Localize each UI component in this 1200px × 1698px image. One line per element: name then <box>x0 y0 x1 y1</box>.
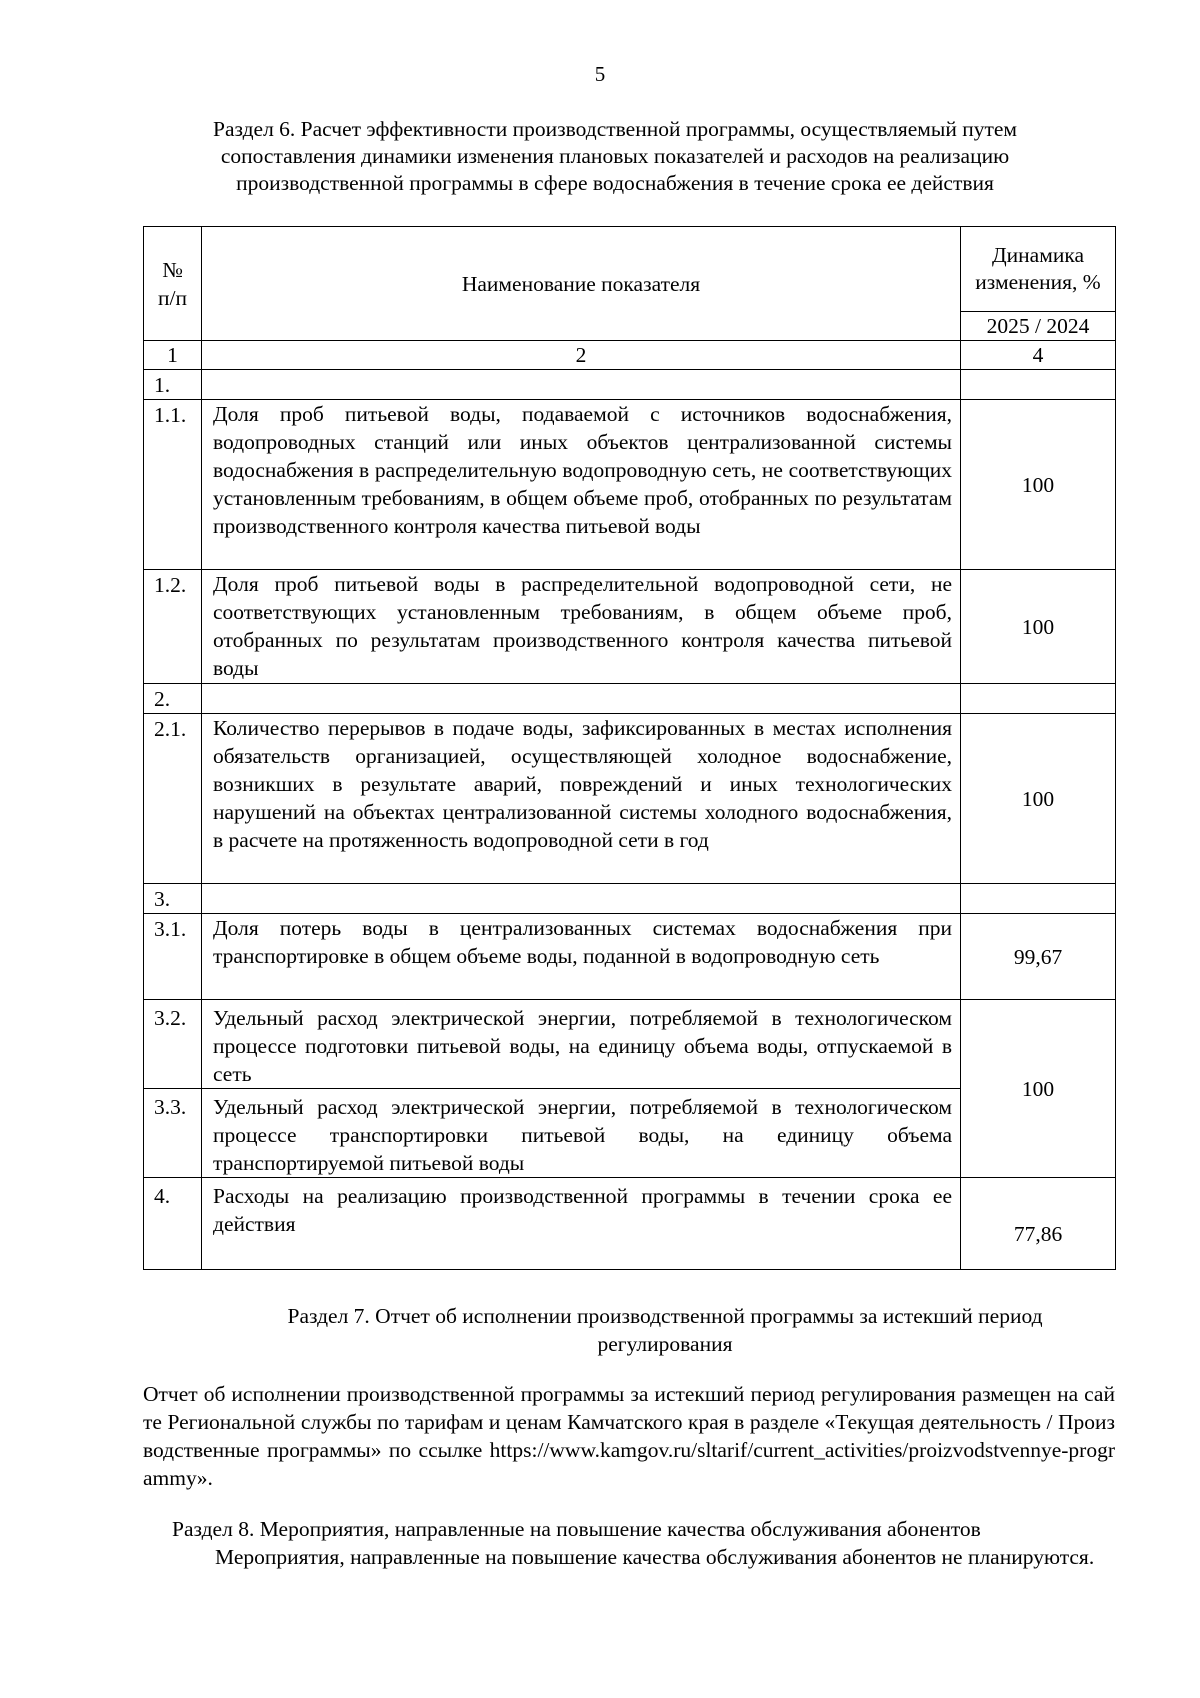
section-6-title-line: производственной программы в сфере водоснабжения в течение срока ее действия <box>236 171 994 195</box>
column-number: 2 <box>202 341 961 370</box>
row-num: 3.3. <box>144 1089 202 1178</box>
table-row <box>144 570 1116 684</box>
row-value: 77,86 <box>961 1178 1116 1270</box>
row-value: 99,67 <box>961 914 1116 1000</box>
row-num: 3.2. <box>144 1000 202 1089</box>
row-text: Количество перерывов в подаче воды, зафиксированных в местах исполнения обязательств организацией, осуществляющей холодное водоснабжение, возникших в результате аварий, повреждений и иных технологических нарушений на объектах централизованной системы холодного водоснабжения, в расчете на протяженность водопроводной сети в год <box>202 714 961 884</box>
table-row <box>144 1000 1116 1089</box>
row-text <box>202 684 961 714</box>
row-num: 3.1. <box>144 914 202 1000</box>
table-row <box>144 370 1116 400</box>
section-6-title-line: сопоставления динамики изменения плановых показателей и расходов на реализацию <box>220 144 1010 168</box>
section-6-title <box>150 116 1080 197</box>
table-row <box>144 714 1116 884</box>
header-name: Наименование показателя <box>202 227 961 341</box>
row-value: 100 <box>961 400 1116 570</box>
row-text: Доля проб питьевой воды в распределительной водопроводной сети, не соответствующих установленным требованиям, в общем объеме проб, отобранных по результатам производственного контроля качества питьевой воды <box>202 570 961 684</box>
section-7-text: Отчет об исполнении производственной программы за истекший период регулирования размещен на сайте Региональной службы по тарифам и ценам Камчатского края в разделе «Текущая деятельность / Производственные программы» по ссылке https://www.kamgov.ru/sltarif/current_activities/proizvodstvennye-programmy». <box>143 1382 1115 1490</box>
row-num: 4. <box>144 1178 202 1270</box>
header-dynamics: Динамика изменения, % <box>961 227 1116 312</box>
row-text: Удельный расход электрической энергии, потребляемой в технологическом процессе транспортировки питьевой воды, на единицу объема транспортируемой питьевой воды <box>202 1089 961 1178</box>
table-row <box>144 884 1116 914</box>
row-value: 100 <box>961 570 1116 684</box>
row-text: Удельный расход электрической энергии, потребляемой в технологическом процессе подготовки питьевой воды, на единицу объема воды, отпускаемой в сеть <box>202 1000 961 1089</box>
table-row <box>144 914 1116 1000</box>
row-text <box>202 884 961 914</box>
section-6-title-line: Раздел 6. Расчет эффективности производственной программы, осуществляемый путем <box>212 117 1017 141</box>
table-row <box>144 400 1116 570</box>
row-num: 2. <box>144 684 202 714</box>
row-num: 1.2. <box>144 570 202 684</box>
row-value <box>961 370 1116 400</box>
row-text: Доля потерь воды в централизованных системах водоснабжения при транспортировке в общем объеме воды, поданной в водопроводную сеть <box>202 914 961 1000</box>
row-num: 2.1. <box>144 714 202 884</box>
table-header-row <box>144 227 1116 312</box>
column-number-row <box>144 341 1116 370</box>
row-text: Доля проб питьевой воды, подаваемой с источников водоснабжения, водопроводных станций или иных объектов централизованной системы водоснабжения в распределительную водопроводную сеть, не соответствующих установленным требованиям, в общем объеме проб, отобранных по результатам производственного контроля качества питьевой воды <box>202 400 961 570</box>
row-text: Расходы на реализацию производственной программы в течении срока ее действия <box>202 1178 961 1270</box>
column-number: 4 <box>961 341 1116 370</box>
row-value: 100 <box>961 714 1116 884</box>
row-text <box>202 370 961 400</box>
column-number: 1 <box>144 341 202 370</box>
section-8-title: Раздел 8. Мероприятия, направленные на повышение качества обслуживания абонентов <box>172 1517 981 1541</box>
section-7-title: Раздел 7. Отчет об исполнении производственной программы за истекший период регулирования <box>287 1304 1043 1356</box>
row-num: 3. <box>144 884 202 914</box>
efficiency-table <box>143 226 1116 1270</box>
row-num: 1. <box>144 370 202 400</box>
row-num: 1.1. <box>144 400 202 570</box>
page-number: 5 <box>594 62 606 86</box>
row-value-merged: 100 <box>961 1000 1116 1178</box>
row-value <box>961 884 1116 914</box>
header-num: № п/п <box>144 227 202 341</box>
table-row <box>144 1178 1116 1270</box>
section-8-text: Мероприятия, направленные на повышение качества обслуживания абонентов не планируются. <box>215 1545 1095 1569</box>
header-period: 2025 / 2024 <box>961 312 1116 341</box>
row-value <box>961 684 1116 714</box>
table-row <box>144 684 1116 714</box>
